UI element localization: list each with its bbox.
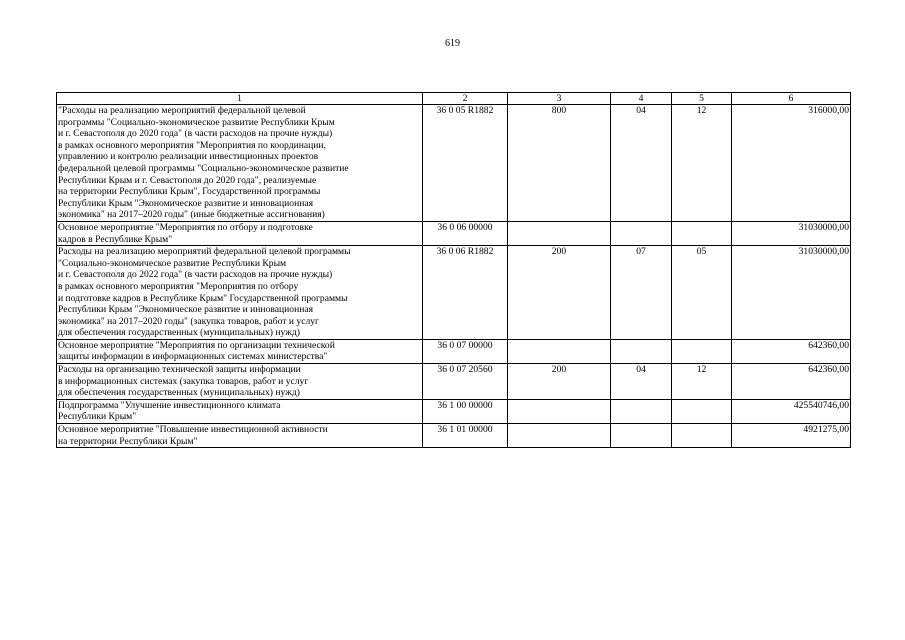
row-sum-cell: 642360,00: [732, 339, 851, 363]
row-sum-cell: 31030000,00: [732, 246, 851, 340]
row-col4-cell: [611, 221, 672, 245]
row-name-cell: Основное мероприятие "Мероприятия по отбору и подготовке кадров в Республике Крым": [57, 221, 423, 245]
row-col3-cell: [508, 399, 611, 423]
header-col-6: 6: [732, 93, 851, 105]
table-row: [57, 105, 851, 222]
table-row: [57, 399, 851, 423]
row-code-cell: 36 0 06 00000: [423, 221, 508, 245]
table-row: [57, 221, 851, 245]
budget-table: [56, 92, 851, 448]
header-col-4: 4: [611, 93, 672, 105]
row-sum-cell: 642360,00: [732, 364, 851, 400]
row-code-cell: 36 1 00 00000: [423, 399, 508, 423]
row-sum-cell: 425540746,00: [732, 399, 851, 423]
row-name-cell: Основное мероприятие "Повышение инвестиционной активности на территории Республики Крым": [57, 424, 423, 448]
row-col3-cell: [508, 221, 611, 245]
row-col3-cell: 200: [508, 246, 611, 340]
row-name-cell: "Расходы на реализацию мероприятий федеральной целевой программы "Социально-экономическое развитие Республики Крым и г. Севастополя до 2020 года" (в части расходов на прочие нужды) в рамках основного мероприятия "Мероприятия по координации, управлению и контролю реализации инвестиционных проектов федеральной целевой программы "Социально-экономическое развитие Республики Крым и г. Севастополя до 2020 года", реализуемые на территории Республики Крым", Государственной программы Республики Крым "Экономическое развитие и инновационная экономика" на 2017–2020 годы" (иные бюджетные ассигнования): [57, 105, 423, 222]
row-col5-cell: 05: [672, 246, 732, 340]
row-col3-cell: 800: [508, 105, 611, 222]
table-header-row: [57, 93, 851, 105]
row-col5-cell: [672, 339, 732, 363]
row-name-cell: Подпрограмма "Улучшение инвестиционного климата Республики Крым": [57, 399, 423, 423]
row-code-cell: 36 0 05 R1882: [423, 105, 508, 222]
table-row: [57, 246, 851, 340]
row-sum-cell: 31030000,00: [732, 221, 851, 245]
row-col4-cell: 04: [611, 105, 672, 222]
row-name-cell: Основное мероприятие "Мероприятия по организации технической защиты информации в информационных системах министерства": [57, 339, 423, 363]
table-row: [57, 364, 851, 400]
row-code-cell: 36 0 07 20560: [423, 364, 508, 400]
header-col-3: 3: [508, 93, 611, 105]
row-sum-cell: 4921275,00: [732, 424, 851, 448]
row-code-cell: 36 0 07 00000: [423, 339, 508, 363]
row-sum-cell: 316000,00: [732, 105, 851, 222]
row-col4-cell: 04: [611, 364, 672, 400]
row-col3-cell: 200: [508, 364, 611, 400]
row-code-cell: 36 1 01 00000: [423, 424, 508, 448]
row-col3-cell: [508, 424, 611, 448]
header-col-1: 1: [57, 93, 423, 105]
row-col4-cell: 07: [611, 246, 672, 340]
row-code-cell: 36 0 06 R1882: [423, 246, 508, 340]
row-col5-cell: 12: [672, 105, 732, 222]
row-col5-cell: [672, 399, 732, 423]
row-col5-cell: [672, 424, 732, 448]
row-name-cell: Расходы на организацию технической защиты информации в информационных системах (закупка товаров, работ и услуг для обеспечения государственных (муниципальных) нужд): [57, 364, 423, 400]
header-col-2: 2: [423, 93, 508, 105]
row-col4-cell: [611, 399, 672, 423]
page-number: 619: [445, 38, 460, 49]
table-row: [57, 339, 851, 363]
row-name-cell: Расходы на реализацию мероприятий федеральной целевой программы "Социально-экономическое развитие Республики Крым и г. Севастополя до 2022 года" (в части расходов на прочие нужды) в рамках основного мероприятия "Мероприятия по отбору и подготовке кадров в Республике Крым" Государственной программы Республики Крым "Экономическое развитие и инновационная экономика" на 2017–2020 годы" (закупка товаров, работ и услуг для обеспечения государственных (муниципальных) нужд): [57, 246, 423, 340]
row-col3-cell: [508, 339, 611, 363]
table-row: [57, 424, 851, 448]
row-col5-cell: 12: [672, 364, 732, 400]
header-col-5: 5: [672, 93, 732, 105]
row-col4-cell: [611, 339, 672, 363]
row-col5-cell: [672, 221, 732, 245]
row-col4-cell: [611, 424, 672, 448]
